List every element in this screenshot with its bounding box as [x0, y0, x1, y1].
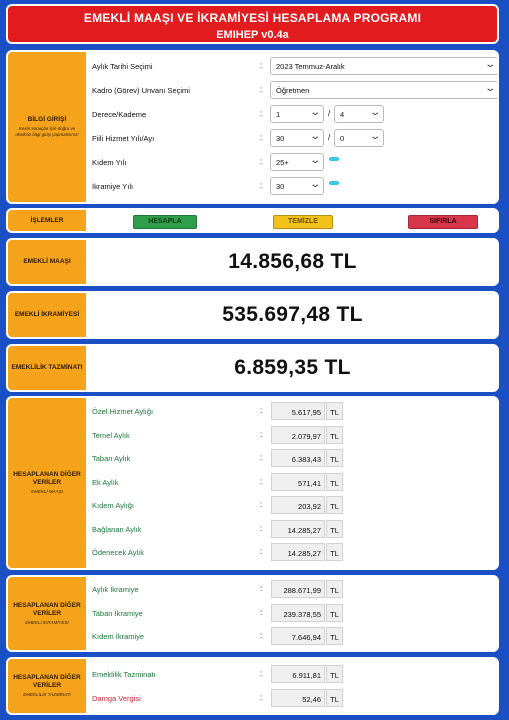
service-label: Fiili Hizmet Yılı/Ayı	[92, 134, 155, 143]
chevron-down-icon: ⌄	[308, 131, 321, 142]
detail-value: 7.646,94	[271, 627, 325, 645]
detail-row: Kıdem Aylığı : 203,92 TL	[88, 494, 497, 517]
detail-value: 14.285,27	[271, 520, 325, 538]
title-label: Kadro (Görev) Unvanı Seçimi	[92, 86, 190, 95]
other-pension-label: HESAPLANAN DİĞER VERİLER EMEKLİ MAAŞI	[8, 398, 88, 568]
date-label: Aylık Tarihi Seçimi	[92, 62, 153, 71]
detail-row: Damga Vergisi : 52,46 TL	[88, 687, 497, 710]
other-bonus-section	[6, 575, 499, 652]
compensation-section	[6, 344, 499, 392]
service-month-select[interactable]: 0 ⌄	[334, 129, 384, 147]
chevron-down-icon: ⌄	[308, 155, 321, 166]
grade-label: Derece/Kademe	[92, 110, 147, 119]
chevron-down-icon: ⌄	[368, 107, 381, 118]
detail-row: Taban İkramiye : 239.378,55 TL	[88, 602, 497, 625]
bonus-year-label: İkramiye Yılı	[92, 182, 134, 191]
seniority-row: Kıdem Yılı : 25+ ⌄	[88, 151, 497, 173]
bonus-year-row: İkramiye Yılı : 30 ⌄	[88, 175, 497, 197]
detail-row: Özel Hizmet Aylığı : 5.617,95 TL	[88, 400, 497, 423]
actions-section	[6, 208, 499, 233]
detail-value: 6.383,43	[271, 449, 325, 467]
other-compensation-section	[6, 657, 499, 715]
app-version: EMIHEP v0.4a	[216, 29, 289, 41]
seniority-label: Kıdem Yılı	[92, 158, 127, 167]
actions-section-label: İŞLEMLER	[8, 210, 88, 231]
seniority-select[interactable]: 25+ ⌄	[270, 153, 324, 171]
bonus-year-select[interactable]: 30 ⌄	[270, 177, 324, 195]
title-select[interactable]: Öğretmen ⌄	[270, 81, 499, 99]
app-title: EMEKLİ MAAŞI VE İKRAMİYESİ HESAPLAMA PROGRAMI	[83, 11, 422, 25]
detail-row: Kıdem İkramiye : 7.646,94 TL	[88, 625, 497, 648]
stamp-tax-label: Damga Vergisi	[92, 693, 141, 703]
chevron-down-icon: ⌄	[308, 179, 321, 190]
bonus-section	[6, 291, 499, 339]
detail-value: 203,92	[271, 496, 325, 514]
detail-row: Ödenecek Aylık : 14.285,27 TL	[88, 541, 497, 564]
detail-row: Emeklilik Tazminatı : 6.911,81 TL	[88, 663, 497, 686]
grade-select[interactable]: 1 ⌄	[270, 105, 324, 123]
bonus-value: 535.697,48 TL	[222, 303, 363, 326]
info-indicator	[329, 181, 339, 185]
chevron-down-icon: ⌄	[308, 107, 321, 118]
calculate-button[interactable]: HESAPLA	[133, 215, 197, 229]
detail-value: 5.617,95	[271, 402, 325, 420]
clear-button[interactable]: TEMİZLE	[273, 215, 333, 229]
date-select[interactable]: 2023 Temmuz-Aralık ⌄	[270, 57, 499, 75]
service-year-select[interactable]: 30 ⌄	[270, 129, 324, 147]
grade-row: Derece/Kademe : 1 ⌄ / 4 ⌄	[88, 103, 497, 125]
detail-row: Ek Aylık : 571,41 TL	[88, 471, 497, 494]
info-indicator	[329, 157, 339, 161]
title-row: Kadro (Görev) Unvanı Seçimi : Öğretmen ⌄	[88, 79, 497, 101]
detail-value: 14.285,27	[271, 543, 325, 561]
detail-value: 52,46	[271, 689, 325, 707]
detail-row: Temel Aylık : 2.079,97 TL	[88, 424, 497, 447]
detail-row: Aylık İkramiye : 288.671,99 TL	[88, 578, 497, 601]
bonus-label: EMEKLİ İKRAMİYESİ	[8, 293, 88, 337]
detail-value: 239.378,55	[271, 604, 325, 622]
step-select[interactable]: 4 ⌄	[334, 105, 384, 123]
detail-value: 2.079,97	[271, 426, 325, 444]
service-row: Fiili Hizmet Yılı/Ayı : 30 ⌄ / 0 ⌄	[88, 127, 497, 149]
other-pension-section	[6, 396, 499, 570]
chevron-down-icon: ⌄	[483, 83, 496, 94]
app-header	[6, 4, 499, 44]
info-section	[6, 50, 499, 204]
detail-value: 571,41	[271, 473, 325, 491]
pension-section	[6, 238, 499, 286]
other-bonus-label: HESAPLANAN DİĞER VERİLER EMEKLİ İKRAMİYESİ	[8, 577, 88, 650]
detail-row: Taban Aylık : 6.383,43 TL	[88, 447, 497, 470]
chevron-down-icon: ⌄	[368, 131, 381, 142]
detail-row: Bağlanan Aylık : 14.285,27 TL	[88, 518, 497, 541]
detail-value: 288.671,99	[271, 580, 325, 598]
other-compensation-label: HESAPLANAN DİĞER VERİLER EMEKLİLİK TAZMİNATI	[8, 659, 88, 713]
reset-button[interactable]: SIFIRLA	[408, 215, 478, 229]
detail-value: 6.911,81	[271, 665, 325, 683]
compensation-value: 6.859,35 TL	[234, 356, 351, 379]
compensation-label: EMEKLİLİK TAZMİNATI	[8, 346, 88, 390]
pension-label: EMEKLİ MAAŞI	[8, 240, 88, 284]
date-row: Aylık Tarihi Seçimi : 2023 Temmuz-Aralık ⌄	[88, 55, 497, 77]
info-section-label: BİLGİ GİRİŞİ Kesin sonuçlar için doğru ve eksiksiz bilgi girişi yapmalısınız!	[8, 52, 88, 202]
pension-value: 14.856,68 TL	[228, 250, 357, 273]
chevron-down-icon: ⌄	[483, 59, 496, 70]
